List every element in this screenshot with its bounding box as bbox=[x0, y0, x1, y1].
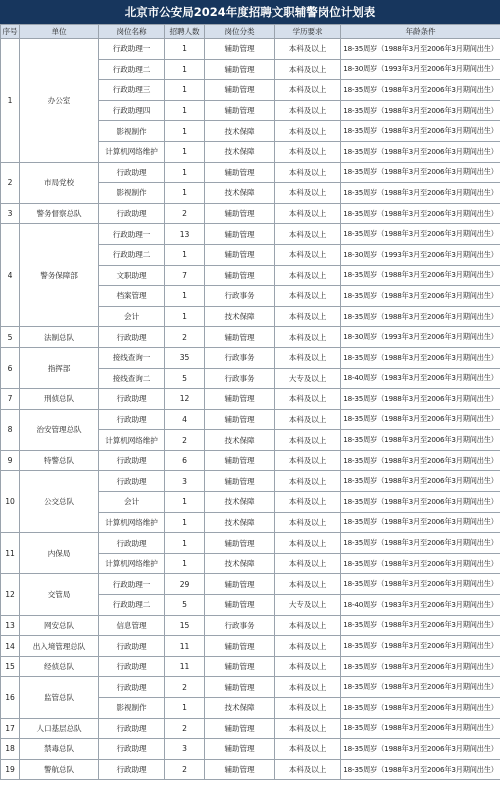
education-requirement: 本科及以上 bbox=[275, 533, 341, 554]
education-requirement: 本科及以上 bbox=[275, 244, 341, 265]
post-name: 会计 bbox=[99, 306, 165, 327]
age-condition: 18-40周岁（1983年3月至2006年3月期间出生） bbox=[341, 595, 500, 616]
education-requirement: 本科及以上 bbox=[275, 430, 341, 451]
age-condition: 18-35周岁（1988年3月至2006年3月期间出生） bbox=[341, 512, 500, 533]
unit-number: 5 bbox=[1, 327, 20, 348]
recruit-count: 6 bbox=[165, 450, 205, 471]
age-condition: 18-35周岁（1988年3月至2006年3月期间出生） bbox=[341, 389, 500, 410]
age-condition: 18-35周岁（1988年3月至2006年3月期间出生） bbox=[341, 718, 500, 739]
education-requirement: 大专及以上 bbox=[275, 595, 341, 616]
age-condition: 18-35周岁（1988年3月至2006年3月期间出生） bbox=[341, 265, 500, 286]
education-requirement: 本科及以上 bbox=[275, 471, 341, 492]
post-name: 行政助理二 bbox=[99, 59, 165, 80]
post-category: 技术保障 bbox=[205, 512, 275, 533]
education-requirement: 本科及以上 bbox=[275, 718, 341, 739]
table-row bbox=[1, 39, 500, 60]
recruit-count: 5 bbox=[165, 368, 205, 389]
age-condition: 18-30周岁（1993年3月至2006年3月期间出生） bbox=[341, 327, 500, 348]
age-condition: 18-35周岁（1988年3月至2006年3月期间出生） bbox=[341, 533, 500, 554]
unit-number: 1 bbox=[1, 39, 20, 163]
age-condition: 18-30周岁（1993年3月至2006年3月期间出生） bbox=[341, 244, 500, 265]
unit-name: 交管局 bbox=[20, 574, 99, 615]
age-condition: 18-35周岁（1988年3月至2006年3月期间出生） bbox=[341, 615, 500, 636]
post-name: 影视制作 bbox=[99, 183, 165, 204]
age-condition: 18-35周岁（1988年3月至2006年3月期间出生） bbox=[341, 100, 500, 121]
post-name: 影视制作 bbox=[99, 698, 165, 719]
unit-name: 特警总队 bbox=[20, 450, 99, 471]
post-category: 辅助管理 bbox=[205, 244, 275, 265]
unit-name: 警务督察总队 bbox=[20, 203, 99, 224]
post-name: 影视制作 bbox=[99, 121, 165, 142]
recruit-count: 3 bbox=[165, 471, 205, 492]
post-name: 计算机网络维护 bbox=[99, 430, 165, 451]
recruit-count: 1 bbox=[165, 698, 205, 719]
post-category: 技术保障 bbox=[205, 121, 275, 142]
recruit-count: 35 bbox=[165, 347, 205, 368]
post-category: 辅助管理 bbox=[205, 39, 275, 60]
recruit-count: 1 bbox=[165, 244, 205, 265]
recruit-count: 11 bbox=[165, 636, 205, 657]
post-category: 辅助管理 bbox=[205, 265, 275, 286]
recruit-count: 3 bbox=[165, 739, 205, 760]
unit-number: 9 bbox=[1, 450, 20, 471]
post-name: 行政助理 bbox=[99, 471, 165, 492]
education-requirement: 本科及以上 bbox=[275, 492, 341, 513]
education-requirement: 本科及以上 bbox=[275, 306, 341, 327]
education-requirement: 本科及以上 bbox=[275, 677, 341, 698]
education-requirement: 本科及以上 bbox=[275, 553, 341, 574]
unit-name: 市局党校 bbox=[20, 162, 99, 203]
recruit-count: 7 bbox=[165, 265, 205, 286]
recruit-count: 4 bbox=[165, 409, 205, 430]
education-requirement: 本科及以上 bbox=[275, 698, 341, 719]
post-category: 辅助管理 bbox=[205, 224, 275, 245]
unit-number: 19 bbox=[1, 759, 20, 780]
unit-number: 14 bbox=[1, 636, 20, 657]
education-requirement: 本科及以上 bbox=[275, 141, 341, 162]
recruit-count: 13 bbox=[165, 224, 205, 245]
education-requirement: 本科及以上 bbox=[275, 574, 341, 595]
post-category: 技术保障 bbox=[205, 492, 275, 513]
recruit-count: 1 bbox=[165, 512, 205, 533]
post-category: 辅助管理 bbox=[205, 162, 275, 183]
education-requirement: 本科及以上 bbox=[275, 183, 341, 204]
recruit-count: 15 bbox=[165, 615, 205, 636]
post-category: 辅助管理 bbox=[205, 636, 275, 657]
age-condition: 18-35周岁（1988年3月至2006年3月期间出生） bbox=[341, 286, 500, 307]
recruit-count: 2 bbox=[165, 203, 205, 224]
post-name: 行政助理 bbox=[99, 203, 165, 224]
post-category: 辅助管理 bbox=[205, 759, 275, 780]
unit-name: 经侦总队 bbox=[20, 656, 99, 677]
header-count: 招聘人数 bbox=[165, 25, 205, 39]
age-condition: 18-35周岁（1988年3月至2006年3月期间出生） bbox=[341, 430, 500, 451]
post-name: 计算机网络维护 bbox=[99, 512, 165, 533]
unit-number: 4 bbox=[1, 224, 20, 327]
post-name: 档案管理 bbox=[99, 286, 165, 307]
recruit-count: 1 bbox=[165, 553, 205, 574]
education-requirement: 本科及以上 bbox=[275, 59, 341, 80]
post-name: 行政助理一 bbox=[99, 574, 165, 595]
post-category: 辅助管理 bbox=[205, 389, 275, 410]
post-category: 辅助管理 bbox=[205, 471, 275, 492]
post-name: 行政助理 bbox=[99, 327, 165, 348]
unit-name: 治安管理总队 bbox=[20, 409, 99, 450]
unit-name: 警务保障部 bbox=[20, 224, 99, 327]
header-post: 岗位名称 bbox=[99, 25, 165, 39]
post-name: 行政助理 bbox=[99, 677, 165, 698]
unit-name: 办公室 bbox=[20, 39, 99, 163]
age-condition: 18-35周岁（1988年3月至2006年3月期间出生） bbox=[341, 553, 500, 574]
post-name: 文职助理 bbox=[99, 265, 165, 286]
age-condition: 18-35周岁（1988年3月至2006年3月期间出生） bbox=[341, 141, 500, 162]
post-name: 行政助理 bbox=[99, 759, 165, 780]
age-condition: 18-35周岁（1988年3月至2006年3月期间出生） bbox=[341, 183, 500, 204]
education-requirement: 本科及以上 bbox=[275, 39, 341, 60]
post-category: 行政事务 bbox=[205, 368, 275, 389]
post-category: 辅助管理 bbox=[205, 100, 275, 121]
unit-number: 17 bbox=[1, 718, 20, 739]
recruit-count: 1 bbox=[165, 492, 205, 513]
post-category: 辅助管理 bbox=[205, 203, 275, 224]
post-name: 会计 bbox=[99, 492, 165, 513]
table-row bbox=[1, 203, 500, 224]
header-age: 年龄条件 bbox=[341, 25, 500, 39]
unit-number: 12 bbox=[1, 574, 20, 615]
age-condition: 18-35周岁（1988年3月至2006年3月期间出生） bbox=[341, 450, 500, 471]
education-requirement: 本科及以上 bbox=[275, 389, 341, 410]
table-header-row bbox=[1, 25, 500, 39]
unit-name: 监管总队 bbox=[20, 677, 99, 718]
recruit-count: 1 bbox=[165, 141, 205, 162]
table-row bbox=[1, 739, 500, 760]
post-category: 辅助管理 bbox=[205, 59, 275, 80]
education-requirement: 本科及以上 bbox=[275, 80, 341, 101]
post-name: 计算机网络维护 bbox=[99, 141, 165, 162]
post-name: 行政助理一 bbox=[99, 39, 165, 60]
unit-number: 15 bbox=[1, 656, 20, 677]
education-requirement: 本科及以上 bbox=[275, 739, 341, 760]
education-requirement: 本科及以上 bbox=[275, 265, 341, 286]
age-condition: 18-35周岁（1988年3月至2006年3月期间出生） bbox=[341, 656, 500, 677]
recruitment-plan-table bbox=[0, 24, 500, 780]
recruit-count: 2 bbox=[165, 327, 205, 348]
post-category: 辅助管理 bbox=[205, 574, 275, 595]
post-name: 行政助理 bbox=[99, 450, 165, 471]
post-category: 辅助管理 bbox=[205, 739, 275, 760]
education-requirement: 本科及以上 bbox=[275, 615, 341, 636]
post-category: 行政事务 bbox=[205, 615, 275, 636]
age-condition: 18-35周岁（1988年3月至2006年3月期间出生） bbox=[341, 39, 500, 60]
header-education: 学历要求 bbox=[275, 25, 341, 39]
age-condition: 18-35周岁（1988年3月至2006年3月期间出生） bbox=[341, 739, 500, 760]
post-name: 行政助理 bbox=[99, 636, 165, 657]
unit-name: 刑侦总队 bbox=[20, 389, 99, 410]
recruit-count: 1 bbox=[165, 80, 205, 101]
unit-number: 7 bbox=[1, 389, 20, 410]
unit-name: 禁毒总队 bbox=[20, 739, 99, 760]
post-category: 技术保障 bbox=[205, 553, 275, 574]
unit-number: 3 bbox=[1, 203, 20, 224]
age-condition: 18-35周岁（1988年3月至2006年3月期间出生） bbox=[341, 636, 500, 657]
post-category: 辅助管理 bbox=[205, 409, 275, 430]
post-category: 技术保障 bbox=[205, 306, 275, 327]
education-requirement: 本科及以上 bbox=[275, 409, 341, 430]
age-condition: 18-35周岁（1988年3月至2006年3月期间出生） bbox=[341, 203, 500, 224]
post-name: 行政助理二 bbox=[99, 595, 165, 616]
recruit-count: 1 bbox=[165, 59, 205, 80]
table-row bbox=[1, 389, 500, 410]
age-condition: 18-35周岁（1988年3月至2006年3月期间出生） bbox=[341, 574, 500, 595]
post-category: 辅助管理 bbox=[205, 677, 275, 698]
age-condition: 18-35周岁（1988年3月至2006年3月期间出生） bbox=[341, 677, 500, 698]
table-row bbox=[1, 656, 500, 677]
recruit-count: 1 bbox=[165, 121, 205, 142]
unit-name: 公交总队 bbox=[20, 471, 99, 533]
post-category: 行政事务 bbox=[205, 286, 275, 307]
table-row bbox=[1, 759, 500, 780]
unit-name: 人口基层总队 bbox=[20, 718, 99, 739]
post-category: 辅助管理 bbox=[205, 656, 275, 677]
education-requirement: 本科及以上 bbox=[275, 162, 341, 183]
recruit-count: 2 bbox=[165, 430, 205, 451]
education-requirement: 本科及以上 bbox=[275, 121, 341, 142]
table-row bbox=[1, 162, 500, 183]
education-requirement: 本科及以上 bbox=[275, 450, 341, 471]
age-condition: 18-35周岁（1988年3月至2006年3月期间出生） bbox=[341, 409, 500, 430]
post-category: 辅助管理 bbox=[205, 80, 275, 101]
recruit-count: 29 bbox=[165, 574, 205, 595]
education-requirement: 本科及以上 bbox=[275, 224, 341, 245]
post-name: 行政助理 bbox=[99, 389, 165, 410]
education-requirement: 本科及以上 bbox=[275, 100, 341, 121]
age-condition: 18-35周岁（1988年3月至2006年3月期间出生） bbox=[341, 347, 500, 368]
age-condition: 18-35周岁（1988年3月至2006年3月期间出生） bbox=[341, 162, 500, 183]
post-name: 行政助理 bbox=[99, 409, 165, 430]
education-requirement: 本科及以上 bbox=[275, 636, 341, 657]
post-category: 技术保障 bbox=[205, 430, 275, 451]
post-category: 技术保障 bbox=[205, 698, 275, 719]
table-row bbox=[1, 574, 500, 595]
table-row bbox=[1, 327, 500, 348]
education-requirement: 本科及以上 bbox=[275, 347, 341, 368]
age-condition: 18-30周岁（1993年3月至2006年3月期间出生） bbox=[341, 59, 500, 80]
post-category: 行政事务 bbox=[205, 347, 275, 368]
recruit-count: 1 bbox=[165, 306, 205, 327]
unit-name: 内保局 bbox=[20, 533, 99, 574]
unit-number: 10 bbox=[1, 471, 20, 533]
table-row bbox=[1, 615, 500, 636]
recruit-count: 1 bbox=[165, 183, 205, 204]
unit-number: 16 bbox=[1, 677, 20, 718]
unit-number: 13 bbox=[1, 615, 20, 636]
table-row bbox=[1, 677, 500, 698]
post-name: 行政助理四 bbox=[99, 100, 165, 121]
post-name: 行政助理 bbox=[99, 718, 165, 739]
recruit-count: 1 bbox=[165, 162, 205, 183]
unit-number: 2 bbox=[1, 162, 20, 203]
post-name: 行政助理 bbox=[99, 162, 165, 183]
post-name: 行政助理二 bbox=[99, 244, 165, 265]
recruit-count: 2 bbox=[165, 677, 205, 698]
education-requirement: 本科及以上 bbox=[275, 656, 341, 677]
age-condition: 18-35周岁（1988年3月至2006年3月期间出生） bbox=[341, 224, 500, 245]
post-category: 辅助管理 bbox=[205, 595, 275, 616]
age-condition: 18-35周岁（1988年3月至2006年3月期间出生） bbox=[341, 492, 500, 513]
recruit-count: 1 bbox=[165, 100, 205, 121]
recruit-count: 11 bbox=[165, 656, 205, 677]
table-body bbox=[1, 39, 500, 780]
post-category: 技术保障 bbox=[205, 183, 275, 204]
unit-number: 11 bbox=[1, 533, 20, 574]
age-condition: 18-35周岁（1988年3月至2006年3月期间出生） bbox=[341, 698, 500, 719]
recruit-count: 2 bbox=[165, 759, 205, 780]
table-row bbox=[1, 471, 500, 492]
unit-name: 指挥部 bbox=[20, 347, 99, 388]
unit-name: 法制总队 bbox=[20, 327, 99, 348]
unit-name: 网安总队 bbox=[20, 615, 99, 636]
unit-number: 6 bbox=[1, 347, 20, 388]
recruit-count: 1 bbox=[165, 39, 205, 60]
unit-number: 8 bbox=[1, 409, 20, 450]
post-category: 辅助管理 bbox=[205, 533, 275, 554]
age-condition: 18-35周岁（1988年3月至2006年3月期间出生） bbox=[341, 306, 500, 327]
recruit-count: 1 bbox=[165, 286, 205, 307]
post-name: 行政助理 bbox=[99, 533, 165, 554]
table-row bbox=[1, 533, 500, 554]
unit-name: 警航总队 bbox=[20, 759, 99, 780]
header-no: 序号 bbox=[1, 25, 20, 39]
unit-name: 出入境管理总队 bbox=[20, 636, 99, 657]
post-name: 行政助理 bbox=[99, 739, 165, 760]
table-row bbox=[1, 347, 500, 368]
education-requirement: 本科及以上 bbox=[275, 759, 341, 780]
table-row bbox=[1, 224, 500, 245]
age-condition: 18-35周岁（1988年3月至2006年3月期间出生） bbox=[341, 80, 500, 101]
page-title: 北京市公安局2024年度招聘文职辅警岗位计划表 bbox=[0, 0, 500, 24]
post-name: 行政助理一 bbox=[99, 224, 165, 245]
education-requirement: 本科及以上 bbox=[275, 286, 341, 307]
post-name: 接线查询一 bbox=[99, 347, 165, 368]
recruit-count: 1 bbox=[165, 533, 205, 554]
post-name: 行政助理三 bbox=[99, 80, 165, 101]
header-unit: 单位 bbox=[20, 25, 99, 39]
post-category: 辅助管理 bbox=[205, 450, 275, 471]
post-name: 接线查询二 bbox=[99, 368, 165, 389]
post-category: 辅助管理 bbox=[205, 718, 275, 739]
recruit-count: 2 bbox=[165, 718, 205, 739]
age-condition: 18-35周岁（1988年3月至2006年3月期间出生） bbox=[341, 759, 500, 780]
post-name: 信息管理 bbox=[99, 615, 165, 636]
age-condition: 18-35周岁（1988年3月至2006年3月期间出生） bbox=[341, 471, 500, 492]
header-category: 岗位分类 bbox=[205, 25, 275, 39]
table-row bbox=[1, 409, 500, 430]
age-condition: 18-40周岁（1983年3月至2006年3月期间出生） bbox=[341, 368, 500, 389]
recruit-count: 5 bbox=[165, 595, 205, 616]
recruit-count: 12 bbox=[165, 389, 205, 410]
table-row bbox=[1, 636, 500, 657]
education-requirement: 本科及以上 bbox=[275, 512, 341, 533]
table-row bbox=[1, 450, 500, 471]
post-category: 技术保障 bbox=[205, 141, 275, 162]
education-requirement: 本科及以上 bbox=[275, 203, 341, 224]
unit-number: 18 bbox=[1, 739, 20, 760]
table-row bbox=[1, 718, 500, 739]
age-condition: 18-35周岁（1988年3月至2006年3月期间出生） bbox=[341, 121, 500, 142]
post-category: 辅助管理 bbox=[205, 327, 275, 348]
education-requirement: 大专及以上 bbox=[275, 368, 341, 389]
post-name: 行政助理 bbox=[99, 656, 165, 677]
post-name: 计算机网络维护 bbox=[99, 553, 165, 574]
education-requirement: 本科及以上 bbox=[275, 327, 341, 348]
